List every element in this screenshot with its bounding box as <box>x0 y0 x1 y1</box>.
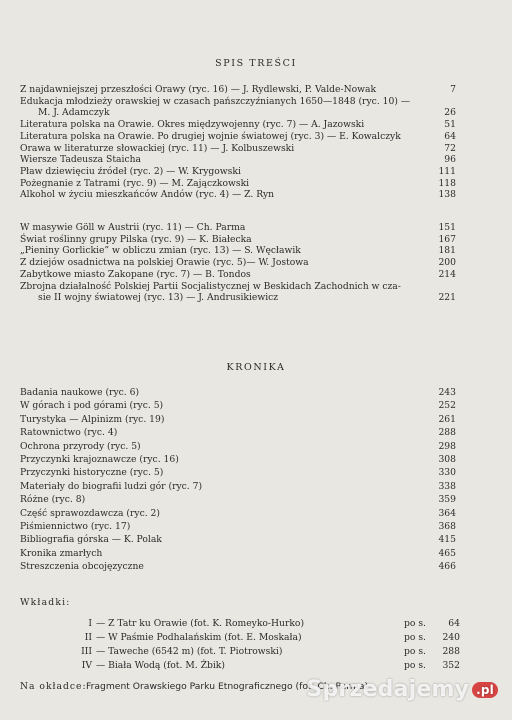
toc-entry-page: 308 <box>438 454 456 465</box>
toc-entry-page: 167 <box>438 233 456 245</box>
toc-entry-title: Badania naukowe (ryc. 6) <box>20 387 140 398</box>
insert-page: 352 <box>442 660 460 671</box>
toc-entry-page: 221 <box>438 292 456 304</box>
toc-entry-title: W masywie Göll w Austrii (ryc. 11) — Ch. Parma <box>20 222 246 233</box>
toc-entry-title: Z dziejów osadnictwa na polskiej Orawie (ryc. 5)— W. Jostowa <box>20 257 309 269</box>
toc-entry-page: 151 <box>438 222 456 233</box>
toc-entry-page: 338 <box>438 480 456 492</box>
toc-entry-title: Przyczynki krajoznawcze (ryc. 16) <box>20 454 179 465</box>
watermark <box>306 677 498 702</box>
toc-entry-page: 138 <box>438 189 456 201</box>
insert-page: 64 <box>448 618 460 629</box>
insert-title: — W Paśmie Podhalańskim (fot. E. Moskała) <box>96 632 302 643</box>
toc-entry-title: Pław dziewięciu źródeł (ryc. 2) — W. Krygowski <box>20 165 241 177</box>
toc-entry-title: Świat roślinny grupy Pilska (ryc. 9) — K. Białecka <box>20 233 252 245</box>
toc-entry-title: Ratownictwo (ryc. 4) <box>20 427 118 439</box>
toc-entry-page: 368 <box>438 521 456 532</box>
toc-entry-page: 298 <box>438 440 456 452</box>
insert-title: — Biała Wodą (fot. M. Żbik) <box>96 660 225 671</box>
insert-position: po s. <box>404 618 426 629</box>
toc-entry-title: „Pieniny Gorlickie” w obliczu zmian (ryc. 13) — S. Węcławik <box>20 245 301 257</box>
toc-entry-title: Kronika zmarłych <box>20 547 103 559</box>
toc-entry-page: 64 <box>444 130 456 142</box>
toc-entry-page: 252 <box>438 400 456 412</box>
toc-entry-page: 7 <box>450 84 456 95</box>
insert-number: IV <box>81 660 92 671</box>
toc-entry-title: Część sprawozdawcza (ryc. 2) <box>20 507 160 519</box>
toc-entry-title: sie II wojny światowej (ryc. 13) — J. Andrusikiewicz <box>38 292 279 304</box>
toc-entry-title: M. J. Adamczyk <box>38 107 110 119</box>
insert-position: po s. <box>404 660 426 671</box>
toc-entry-title: Ochrona przyrody (ryc. 5) <box>20 440 141 452</box>
toc-entry-page: 181 <box>438 245 456 257</box>
toc-entry-page: 465 <box>438 547 456 559</box>
cover-label: Na okładce: <box>20 681 87 692</box>
toc-entry-page: 261 <box>438 413 456 425</box>
insert-title: — Z Tatr ku Orawie (fot. K. Romeyko-Hurko) <box>96 618 305 629</box>
toc-entry-title: Edukacja młodzieży orawskiej w czasach pańszczyźnianych 1650—1848 (ryc. 10) — <box>20 95 411 107</box>
toc-entry-page: 26 <box>444 107 456 119</box>
toc-entry-title: Literatura polska na Orawie. Okres międzywojenny (ryc. 7) — A. Jazowski <box>20 119 365 131</box>
toc-entry-page: 415 <box>438 534 456 546</box>
toc-entry-title: Zabytkowe miasto Zakopane (ryc. 7) — B. Tondos <box>20 268 251 280</box>
toc-entry-title: Bibliografia górska — K. Polak <box>20 534 162 546</box>
toc-entry-page: 200 <box>438 257 456 269</box>
toc-entry-title: Przyczynki historyczne (ryc. 5) <box>20 467 164 479</box>
toc-entry-page: 466 <box>438 561 456 573</box>
toc-entry-title: Zbrojna działalność Polskiej Partii Socjalistycznej w Beskidach Zachodnich w cza- <box>20 280 401 292</box>
toc-entry-title: Literatura polska na Orawie. Po drugiej wojnie światowej (ryc. 3) — E. Kowalczyk <box>20 130 401 142</box>
toc-entry-page: 51 <box>444 119 456 131</box>
insert-position: po s. <box>404 646 426 657</box>
insert-page: 240 <box>442 632 460 643</box>
toc-entry-title: Turystyka — Alpinizm (ryc. 19) <box>20 413 165 425</box>
toc-entry-title: Orawa w literaturze słowackiej (ryc. 11) — J. Kolbuszewski <box>20 142 295 154</box>
toc-entry-title: Różne (ryc. 8) <box>20 494 86 506</box>
insert-page: 288 <box>442 646 460 657</box>
kronika-heading: KRONIKA <box>226 362 286 373</box>
toc-entry-title: Materiały do biografii ludzi gór (ryc. 7) <box>20 480 203 492</box>
toc-entry-title: Pożegnanie z Tatrami (ryc. 9) — M. Zajączkowski <box>20 177 250 189</box>
inserts-label: Wkładki: <box>20 597 71 608</box>
toc-entry-page: 118 <box>438 177 456 189</box>
toc-entry-page: 111 <box>438 165 456 177</box>
toc-entry-page: 72 <box>444 142 456 154</box>
toc-entry-page: 359 <box>438 494 456 506</box>
insert-number: III <box>81 646 92 657</box>
toc-entry-page: 364 <box>438 507 456 519</box>
toc-entry-page: 243 <box>438 387 456 398</box>
toc-entry-title: Alkohol w życiu mieszkańców Andów (ryc. 4) — Z. Ryn <box>20 189 275 201</box>
toc-entry-page: 330 <box>438 467 456 479</box>
watermark-text: Sprzedajemy <box>306 677 470 702</box>
toc-entry-page: 96 <box>444 154 456 166</box>
cover-text: Fragment Orawskiego Parku Etnograficznego (fot. Ch. Parma) <box>86 681 369 692</box>
insert-position: po s. <box>404 632 426 643</box>
insert-number: I <box>88 618 92 629</box>
toc-entry-title: Z najdawniejszej przeszłości Orawy (ryc. 16) — J. Rydlewski, P. Valde-Nowak <box>20 84 377 95</box>
toc-entry-title: W górach i pod górami (ryc. 5) <box>20 400 164 412</box>
insert-number: II <box>84 632 92 643</box>
toc-entry-page: 288 <box>438 427 456 439</box>
toc-entry-title: Streszczenia obcojęzyczne <box>20 561 144 573</box>
toc-entry-page: 214 <box>438 268 456 280</box>
toc-entry-title: Piśmiennictwo (ryc. 17) <box>20 521 131 532</box>
toc-entry-title: Wiersze Tadeusza Staicha <box>20 154 141 166</box>
watermark-badge: .pl <box>472 682 498 698</box>
toc-heading: SPIS TREŚCI <box>215 58 297 69</box>
insert-title: — Taweche (6542 m) (fot. T. Piotrowski) <box>96 646 283 657</box>
